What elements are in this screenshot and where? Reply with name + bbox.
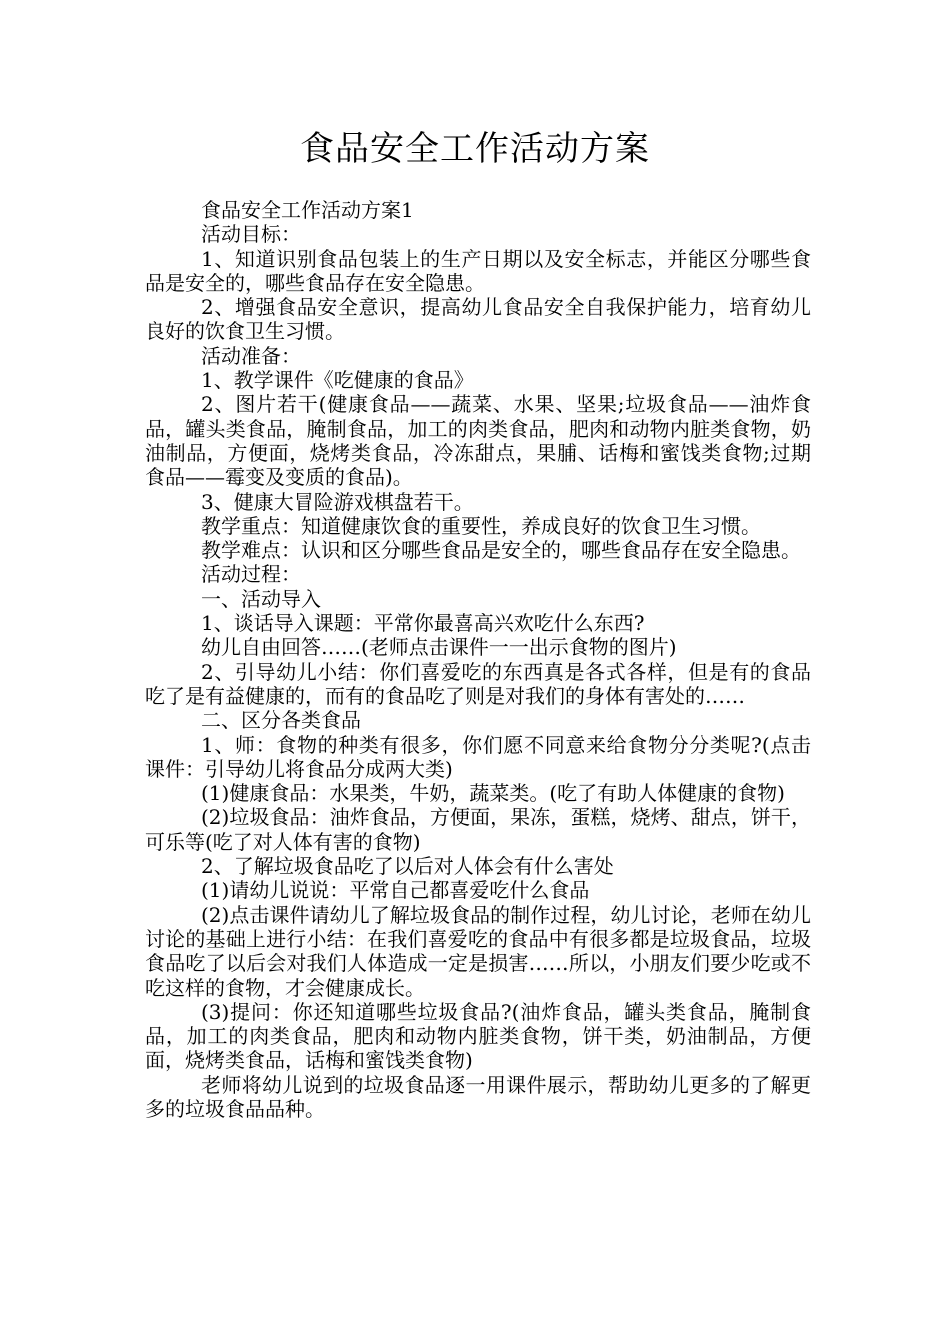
healthy-food-item: (1)健康食品：水果类，牛奶，蔬菜类。(吃了有助人体健康的食物) — [201, 781, 785, 806]
goal-item-1: 1、知道识别食品包装上的生产日期以及安全标志，并能区分哪些食品是安全的，哪些食品存在安全隐患。 — [145, 246, 811, 295]
process-section-1-heading: 一、活动导入 — [201, 586, 321, 611]
process-step-1: 1、谈话导入课题：平常你最喜高兴欢吃什么东西? — [201, 611, 645, 636]
discussion-item-1: (1)请幼儿说说：平常自己都喜爱吃什么食品 — [201, 878, 590, 903]
process-step-answers: 幼儿自由回答……(老师点击课件一一出示食物的图片) — [201, 635, 677, 660]
teaching-difficulty: 教学难点：认识和区分哪些食品是安全的，哪些食品存在安全隐患。 — [201, 538, 801, 563]
preparation-item-1: 1、教学课件《吃健康的食品》 — [201, 368, 474, 393]
teacher-summary: 老师将幼儿说到的垃圾食品逐一用课件展示，帮助幼儿更多的了解更多的垃圾食品品种。 — [145, 1072, 811, 1121]
classify-step-1: 1、师：食物的种类有很多，你们愿不同意来给食物分分类呢?(点击课件：引导幼儿将食品分成两大类) — [145, 732, 811, 781]
discussion-item-2: (2)点击课件请幼儿了解垃圾食品的制作过程，幼儿讨论，老师在幼儿讨论的基础上进行小结：在我们喜爱吃的食品中有很多都是垃圾食品，垃圾食品吃了以后会对我们人体造成一定是损害……所以，小朋友们要少吃或不吃这样的食物，才会健康成长。 — [145, 902, 811, 1000]
discussion-item-3: (3)提问：你还知道哪些垃圾食品?(油炸食品，罐头类食品，腌制食品，加工的肉类食品，肥肉和动物内脏类食物，饼干类，奶油制品，方便面，烧烤类食品，话梅和蜜饯类食物) — [145, 999, 811, 1073]
preparation-heading: 活动准备： — [201, 343, 301, 368]
preparation-item-3: 3、健康大冒险游戏棋盘若干。 — [201, 489, 474, 514]
activity-goals-heading: 活动目标： — [201, 222, 301, 247]
process-step-2: 2、引导幼儿小结：你们喜爱吃的东西真是各式各样，但是有的食品吃了是有益健康的，而有的食品吃了则是对我们的身体有害处的…… — [145, 659, 811, 708]
junk-food-item: (2)垃圾食品：油炸食品，方便面，果冻，蛋糕，烧烤、甜点，饼干，可乐等(吃了对人体有害的食物) — [145, 805, 811, 854]
classify-step-2: 2、了解垃圾食品吃了以后对人体会有什么害处 — [201, 854, 614, 879]
process-heading: 活动过程： — [201, 562, 301, 587]
document-body — [145, 198, 811, 1121]
goal-item-2: 2、增强食品安全意识，提高幼儿食品安全自我保护能力，培育幼儿良好的饮食卫生习惯。 — [145, 295, 811, 344]
preparation-item-2: 2、图片若干(健康食品——蔬菜、水果、坚果;垃圾食品——油炸食品，罐头类食品，腌制食品，加工的肉类食品，肥肉和动物内脏类食物，奶油制品，方便面，烧烤类食品，冷冻甜点，果脯、话梅和蜜饯类食物;过期食品——霉变及变质的食品)。 — [145, 392, 811, 490]
process-section-2-heading: 二、区分各类食品 — [201, 708, 361, 733]
teaching-focus: 教学重点：知道健康饮食的重要性，养成良好的饮食卫生习惯。 — [201, 513, 761, 538]
document-title: 食品安全工作活动方案 — [300, 129, 650, 169]
section-heading: 食品安全工作活动方案1 — [201, 198, 414, 222]
